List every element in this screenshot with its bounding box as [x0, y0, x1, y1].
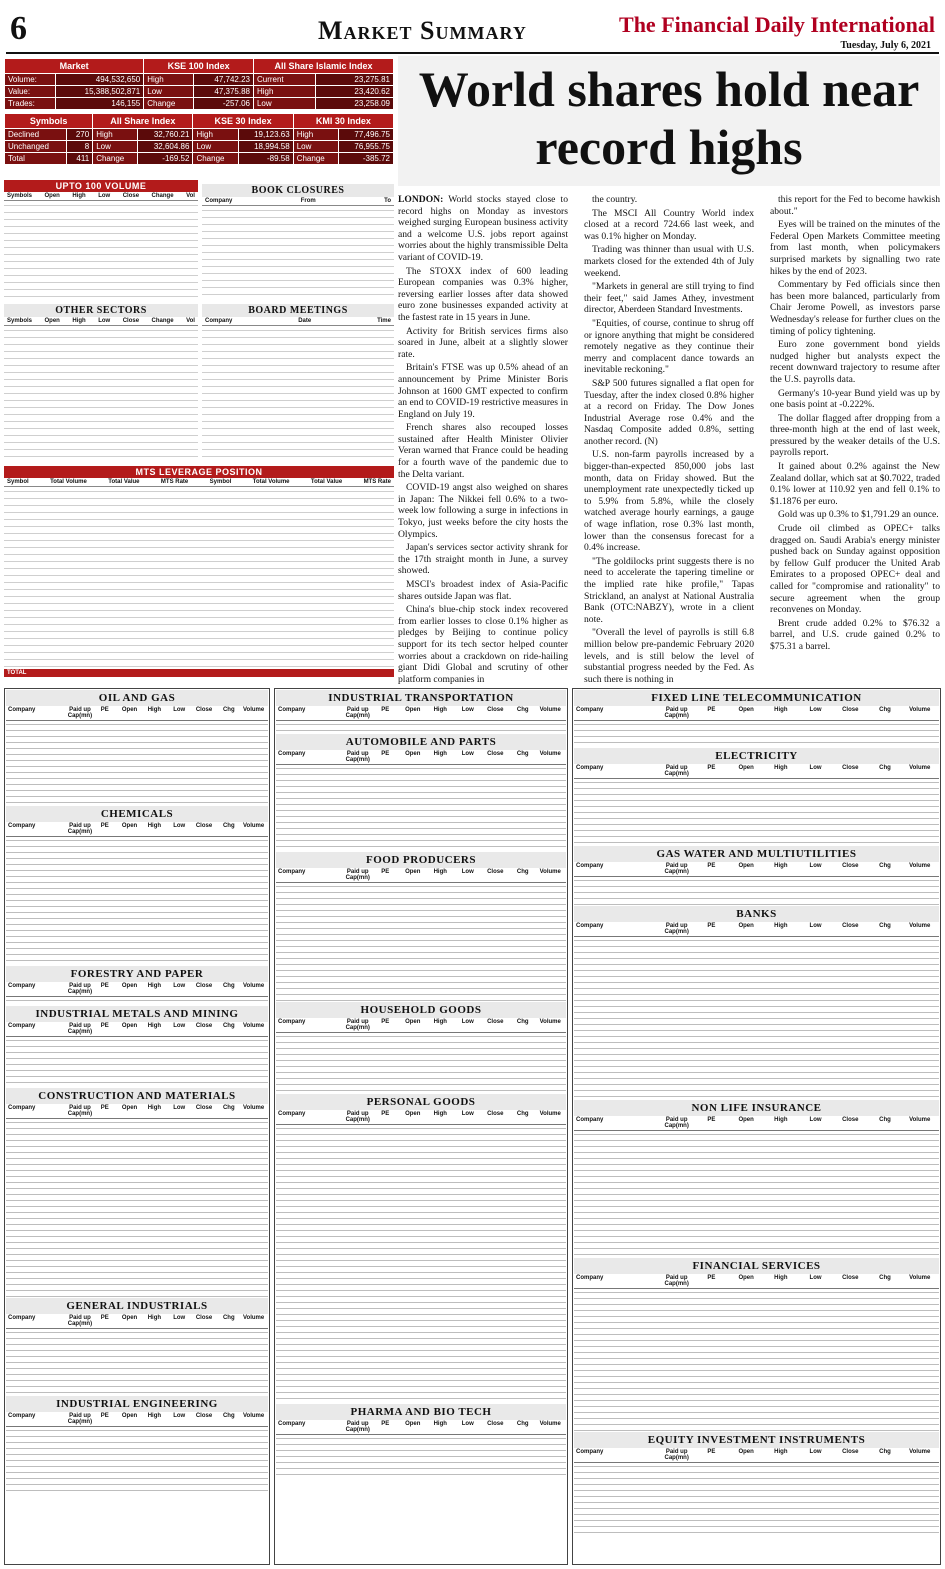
symbols-header: Symbols: [5, 114, 93, 129]
book-closures-title: BOOK CLOSURES: [202, 184, 394, 197]
mts-leverage-rows: [4, 487, 394, 669]
book-closures-column-headers: Company From To: [202, 197, 394, 206]
sector-title: ELECTRICITY: [574, 748, 939, 764]
sector-title: FIXED LINE TELECOMMUNICATION: [574, 690, 939, 706]
mts-leverage-title: MTS LEVERAGE POSITION: [4, 466, 394, 478]
sector-rows: [276, 721, 566, 735]
sector-column-headers: Company Paid up Cap(mn) PE Open High Low Close Chg Volume: [276, 868, 566, 883]
article: [398, 194, 940, 684]
other-sectors-rows: [4, 326, 198, 458]
sector-block: [276, 734, 566, 850]
sector-rows: [6, 1119, 268, 1299]
article-paragraph: "Equities, of course, continue to shrug off or ignore anything that might be considered remotely negative as they continue their merry and complacent dance towards an inevitable reckoning.": [584, 317, 754, 376]
sector-title: AUTOMOBILE AND PARTS: [276, 734, 566, 750]
article-paragraph: Trading was thinner than usual with U.S. markets closed for the extended 4th of July weekend.: [584, 244, 754, 279]
article-paragraph: U.S. non-farm payrolls increased by a bigger-than-expected 850,000 jobs last month, data on Friday showed. But the unemployment rate unexpectedly ticked up to 5.9% from 5.8%, while the closely watched average hourly earnings, a gauge of wage inflation, rose 0.3% last month, lower than the consensus forecast for a 0.4% increase.: [584, 449, 754, 554]
sector-column-headers: Company Paid up Cap(mn) PE Open High Low Close Chg Volume: [574, 1116, 939, 1131]
sector-rows: [574, 1131, 939, 1259]
headline-box: [398, 56, 940, 186]
section-title: Market Summary: [318, 16, 527, 45]
sector-rows: [6, 1427, 268, 1493]
article-paragraph: China's blue-chip stock index recovered from earlier losses to close 0.1% higher as pledges by Beijing to continue policy support for its tech sector helped counter worries about a crackdown on ride-hailing giant Didi Global and scrutiny of other platform companies in: [398, 604, 568, 684]
sector-rows: [574, 1289, 939, 1433]
article-paragraph: LONDON: World stocks stayed close to record highs on Monday as investors weighed surging European business activity and a welcome U.S. jobs report against worries about the highly transmissible Delta variant of COVID-19.: [398, 194, 568, 263]
market-header: Market: [5, 59, 144, 74]
article-paragraph: "Markets in general are still trying to find their feet," said James Athey, investment director, Aberdeen Standard Investments.: [584, 281, 754, 316]
masthead: [0, 0, 945, 52]
mts-leverage-column-headers: Symbol Total Volume Total Value MTS Rate Symbol Total Volume Total Value MTS Rate: [4, 478, 394, 487]
board-meetings-column-headers: Company Date Time: [202, 317, 394, 326]
sector-column-headers: Company Paid up Cap(mn) PE Open High Low Close Chg Volume: [574, 922, 939, 937]
sector-title: OIL AND GAS: [6, 690, 268, 706]
sector-block: [6, 806, 268, 964]
sector-block: [574, 1432, 939, 1530]
article-paragraph: Crude oil climbed as OPEC+ talks dragged on. Saudi Arabia's energy minister pushed back on Sunday against opposition by fellow Gulf producer the United Arab Emirates to a proposed OPEC+ deal and called for "compromise and rationality" to secure agreement when the group reconvenes on Monday.: [770, 523, 940, 616]
article-paragraph: Britain's FTSE was up 0.5% ahead of an announcement by Prime Minister Boris Johnson at 1600 GMT expected to confirm an end to COVID-19 restrictive measures in England on July 19.: [398, 362, 568, 420]
sector-title: INDUSTRIAL METALS AND MINING: [6, 1006, 268, 1022]
article-paragraph: MSCI's broadest index of Asia-Pacific shares outside Japan was flat.: [398, 579, 568, 602]
sector-rows: [6, 837, 268, 967]
sector-column-headers: Company Paid up Cap(mn) PE Open High Low Close Chg Volume: [276, 750, 566, 765]
book-closures-rows: [202, 206, 394, 298]
sector-column-headers: Company Paid up Cap(mn) PE Open High Low Close Chg Volume: [574, 706, 939, 721]
sector-title: CONSTRUCTION AND MATERIALS: [6, 1088, 268, 1104]
market-row: Declined 270 High 32,760.21 High 19,123.63 High 77,496.75: [5, 129, 394, 141]
article-paragraph: The dollar flagged after dropping from a three-month high at the end of last week, pressured by the weaker details of the U.S. payrolls report.: [770, 412, 940, 459]
market-table-top: [4, 58, 394, 110]
sector-block: [574, 748, 939, 844]
article-paragraph: the country.: [592, 194, 638, 205]
book-closures-block: [202, 184, 394, 300]
sector-block: [574, 1258, 939, 1430]
sector-rows: [574, 1463, 939, 1533]
article-paragraph: Japan's services sector activity shrank for the 17th straight month in June, a survey showed.: [398, 542, 568, 577]
headline: World shares hold near record highs: [418, 61, 920, 175]
sector-rows: [574, 721, 939, 749]
sector-block: [6, 1396, 268, 1490]
market-row: Unchanged 8 Low 32,604.86 Low 18,994.58 Low 76,955.75: [5, 141, 394, 153]
article-paragraph: Brent crude added 0.2% to $76.32 a barrel, and U.S. crude gained 0.2% to $75.31 a barrel.: [770, 617, 940, 652]
sector-block: [574, 690, 939, 746]
upto100-rows: [4, 201, 198, 297]
sector-block: [6, 690, 268, 804]
market-row: Value: 15,388,502,871 Low 47,375.88 High 23,420.62: [5, 86, 394, 98]
market-row: Total 411 Change -169.52 Change -89.58 Change -385.72: [5, 153, 394, 165]
page-number: 6: [10, 10, 27, 47]
sector-title: PHARMA AND BIO TECH: [276, 1404, 566, 1420]
article-dateline: LONDON:: [398, 194, 444, 205]
kse100-header: KSE 100 Index: [144, 59, 254, 74]
sector-column-headers: Company Paid up Cap(mn) PE Open High Low Close Chg Volume: [574, 1274, 939, 1289]
sector-title: INDUSTRIAL TRANSPORTATION: [276, 690, 566, 706]
sector-column-headers: Company Paid up Cap(mn) PE Open High Low Close Chg Volume: [6, 1104, 268, 1119]
sector-column-headers: Company Paid up Cap(mn) PE Open High Low Close Chg Volume: [276, 1018, 566, 1033]
sector-title: CHEMICALS: [6, 806, 268, 822]
article-column-1: [398, 194, 568, 684]
sector-block: [574, 906, 939, 1098]
sector-rows: [6, 1329, 268, 1397]
board-meetings-block: [202, 304, 394, 462]
newspaper-brand: The Financial Daily International: [619, 12, 935, 37]
sector-title: FOOD PRODUCERS: [276, 852, 566, 868]
upto100-volume-block: [4, 180, 198, 300]
sector-column-headers: Company Paid up Cap(mn) PE Open High Low Close Chg Volume: [276, 706, 566, 721]
sector-block: [276, 1404, 566, 1476]
sector-rows: [276, 883, 566, 1003]
sector-block: [276, 852, 566, 1000]
sector-title: HOUSEHOLD GOODS: [276, 1002, 566, 1018]
kmi30-header: KMI 30 Index: [293, 114, 393, 129]
sector-rows: [276, 765, 566, 853]
sector-block: [6, 1088, 268, 1296]
sector-block: [6, 1006, 268, 1086]
sector-column-headers: Company Paid up Cap(mn) PE Open High Low Close Chg Volume: [574, 862, 939, 877]
sector-title: EQUITY INVESTMENT INSTRUMENTS: [574, 1432, 939, 1448]
sector-column-headers: Company Paid up Cap(mn) PE Open High Low Close Chg Volume: [6, 1314, 268, 1329]
all-share-header: All Share Index: [93, 114, 193, 129]
article-column-2: [584, 194, 754, 684]
issue-date: Tuesday, July 6, 2021: [840, 40, 931, 51]
article-paragraph: Germany's 10-year Bund yield was up by one basis point at -0.222%.: [770, 387, 940, 411]
sector-rows: [276, 1033, 566, 1095]
mts-leverage-block: [4, 466, 394, 684]
sector-title: GENERAL INDUSTRIALS: [6, 1298, 268, 1314]
sector-column-headers: Company Paid up Cap(mn) PE Open High Low Close Chg Volume: [6, 706, 268, 721]
article-paragraph: COVID-19 angst also weighed on shares in Japan: The Nikkei fell 0.6% to a two-week low following a surge in infections in Tokyo, just weeks before the city hosts the Olympics.: [398, 482, 568, 540]
article-paragraph: Gold was up 0.3% to $1,791.29 an ounce.: [778, 509, 939, 521]
article-paragraph: Activity for British services firms also soared in June, albeit at a slightly slower rate.: [398, 325, 568, 360]
sector-title: PERSONAL GOODS: [276, 1094, 566, 1110]
article-paragraph: Commentary by Fed officials since then has been more balanced, particularly from Chair Jerome Powell, as investors parse Wednesday's release for further clues on the timing of policy tightening.: [770, 279, 940, 337]
article-paragraph: It gained about 0.2% against the New Zealand dollar, which sat at $0.7022, traded 0.1% lower at 110.92 yen and fell 0.1% to $1.1876 per euro.: [770, 461, 940, 507]
article-paragraph: "The goldilocks print suggests there is no need to accelerate the tapering timeline or the implied rate hike profile," Tapas Strickland, an analyst at National Australia Bank (OTC:NABZY), wrote in a client note.: [584, 555, 754, 625]
article-paragraph: Eyes will be trained on the minutes of the Federal Open Markets Committee meeting from last month, when policymakers surprised markets by signalling two rate hikes by the end of 2023.: [770, 219, 940, 277]
sector-column-headers: Company Paid up Cap(mn) PE Open High Low Close Chg Volume: [6, 1022, 268, 1037]
sector-column-headers: Company Paid up Cap(mn) PE Open High Low Close Chg Volume: [276, 1110, 566, 1125]
mts-total-row: TOTAL: [4, 669, 394, 677]
kse30-header: KSE 30 Index: [193, 114, 293, 129]
article-paragraph: Euro zone government bond yields nudged higher but analysts expect the recent downward trajectory to resume after the U.S. payrolls data.: [770, 339, 940, 385]
market-row: Trades: 146,155 Change -257.06 Low 23,258.09: [5, 98, 394, 110]
sector-rows: [6, 721, 268, 807]
sector-rows: [574, 937, 939, 1101]
article-paragraph: The STOXX index of 600 leading European companies was 0.3% higher, reversing earlier losses after data showed euro zone businesses expanded activity at the fastest rate in 15 years in June.: [398, 265, 568, 323]
market-summary-grid: [4, 58, 394, 165]
other-sectors-block: [4, 304, 198, 462]
sector-rows: [6, 1037, 268, 1089]
sector-title: FINANCIAL SERVICES: [574, 1258, 939, 1274]
sector-column-headers: Company Paid up Cap(mn) PE Open High Low Close Chg Volume: [6, 1412, 268, 1427]
market-table-bottom: [4, 113, 394, 165]
sector-rows: [276, 1125, 566, 1405]
sector-block: [276, 1002, 566, 1092]
sector-title: BANKS: [574, 906, 939, 922]
other-sectors-column-headers: Symbols Open High Low Close Change Vol: [4, 317, 198, 326]
sector-rows: [574, 779, 939, 847]
sector-block: [276, 690, 566, 732]
sector-rows: [574, 877, 939, 907]
sector-rows: [276, 1435, 566, 1479]
sector-title: FORESTRY AND PAPER: [6, 966, 268, 982]
article-column-3: [770, 194, 940, 684]
upto100-column-headers: Symbols Open High Low Close Change Vol: [4, 192, 198, 201]
sector-block: [276, 1094, 566, 1402]
sector-column-headers: Company Paid up Cap(mn) PE Open High Low Close Chg Volume: [6, 982, 268, 997]
board-meetings-rows: [202, 326, 394, 458]
article-paragraph: "Overall the level of payrolls is still 6.8 million below pre-pandemic February 2020 levels, and is still below the level of substantial progress needed by the Fed. As such there is nothing in: [584, 627, 754, 684]
sector-title: INDUSTRIAL ENGINEERING: [6, 1396, 268, 1412]
article-paragraph: this report for the Fed to become hawkish about.": [770, 194, 940, 217]
sector-block: [6, 966, 268, 1004]
sector-column-headers: Company Paid up Cap(mn) PE Open High Low Close Chg Volume: [574, 1448, 939, 1463]
sector-title: NON LIFE INSURANCE: [574, 1100, 939, 1116]
sector-column-headers: Company Paid up Cap(mn) PE Open High Low Close Chg Volume: [6, 822, 268, 837]
article-paragraph: French shares also recouped losses sustained after Health Minister Olivier Veran warned that France could be heading for a fourth wave of the pandemic due to the Delta variant.: [398, 422, 568, 480]
sector-column-headers: Company Paid up Cap(mn) PE Open High Low Close Chg Volume: [574, 764, 939, 779]
masthead-rule: [6, 52, 939, 54]
article-paragraph: The MSCI All Country World index closed at a record 724.66 last week, and was 0.1% higher on Monday.: [584, 207, 754, 242]
sector-column-headers: Company Paid up Cap(mn) PE Open High Low Close Chg Volume: [276, 1420, 566, 1435]
sector-title: GAS WATER AND MULTIUTILITIES: [574, 846, 939, 862]
other-sectors-title: OTHER SECTORS: [4, 304, 198, 317]
islamic-index-header: All Share Islamic Index: [253, 59, 393, 74]
sector-block: [6, 1298, 268, 1394]
board-meetings-title: BOARD MEETINGS: [202, 304, 394, 317]
sector-block: [574, 846, 939, 904]
article-paragraph: S&P 500 futures signalled a flat open for Tuesday, after the index closed 0.8% higher at a record on Friday. The Dow Jones Industrial Average rose 0.4% and the Nasdaq Composite added 0.8%, setting another record. (N): [584, 377, 754, 447]
upto100-title: UPTO 100 VOLUME: [4, 180, 198, 192]
market-row: Volume: 494,532,650 High 47,742.23 Current 23,275.81: [5, 74, 394, 86]
sector-block: [574, 1100, 939, 1256]
